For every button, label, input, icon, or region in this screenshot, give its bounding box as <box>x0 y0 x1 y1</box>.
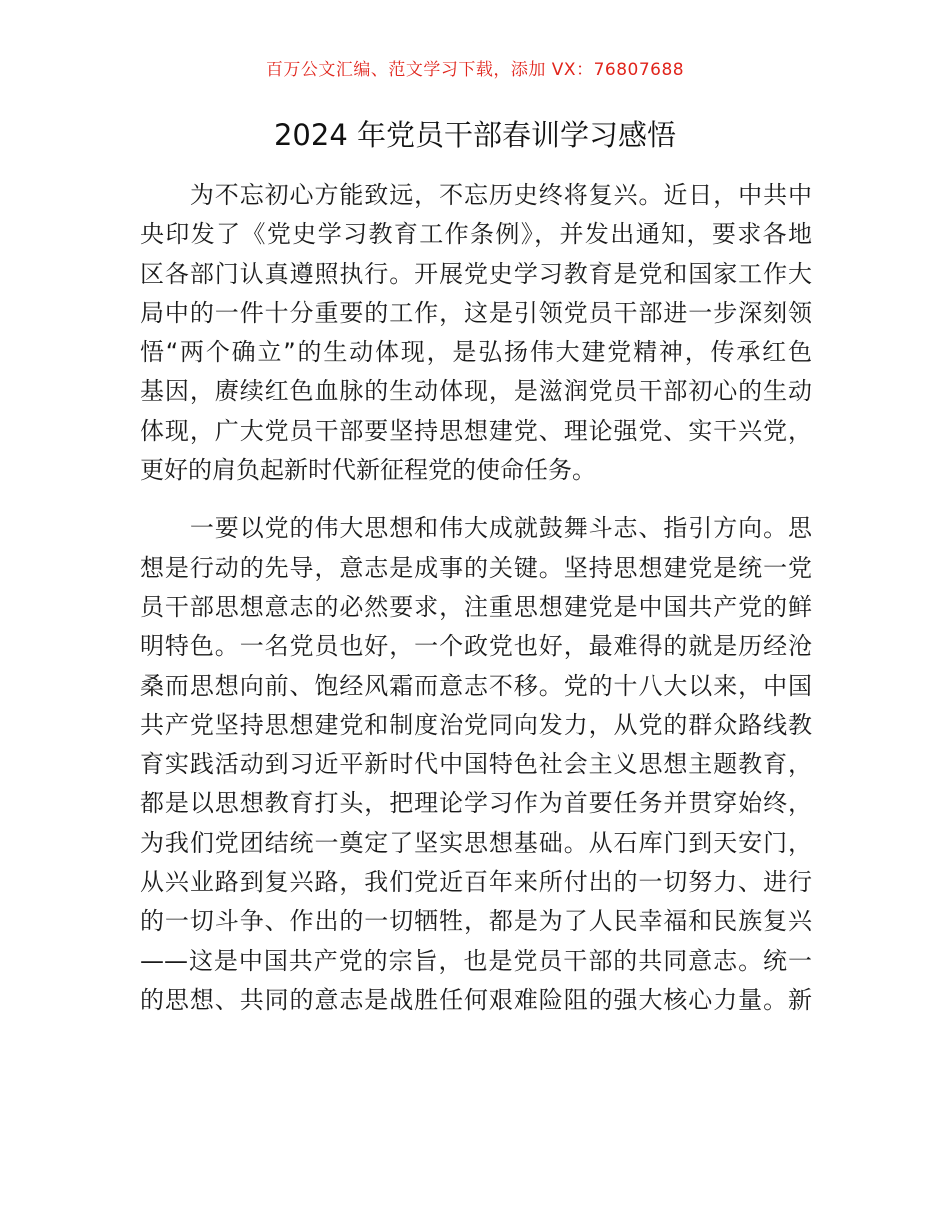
text-line: 更好的肩负起新时代新征程党的使命任务。 <box>140 456 596 485</box>
paragraph-1 <box>140 176 812 490</box>
document-body <box>140 176 812 1020</box>
paragraph-2 <box>140 509 812 1020</box>
text-line: 体现，广大党员干部要坚持思想建党、理论强党、实干兴党， <box>140 416 812 445</box>
text-line: 基因，赓续红色血脉的生动体现，是滋润党员干部初心的生动 <box>140 377 812 406</box>
text-line: 为我们党团结统一奠定了坚实思想基础。从石库门到天安门， <box>140 828 812 857</box>
text-line: 的思想、共同的意志是战胜任何艰难险阻的强大核心力量。新 <box>140 985 812 1014</box>
text-line: 都是以思想教育打头，把理论学习作为首要任务并贯穿始终， <box>140 789 812 818</box>
text-line: 想是行动的先导，意志是成事的关键。坚持思想建党是统一党 <box>140 553 812 582</box>
text-line: 员干部思想意志的必然要求，注重思想建党是中国共产党的鲜 <box>140 592 812 621</box>
text-line: ——这是中国共产党的宗旨，也是党员干部的共同意志。统一 <box>140 946 812 975</box>
text-line: 悟“两个确立”的生动体现，是弘扬伟大建党精神，传承红色 <box>140 338 812 367</box>
text-line: 央印发了《党史学习教育工作条例》，并发出通知，要求各地 <box>140 220 812 249</box>
header-note: 百万公文汇编、范文学习下载，添加 VX：76807688 <box>265 60 685 80</box>
text-line: 育实践活动到习近平新时代中国特色社会主义思想主题教育， <box>140 750 812 779</box>
document-title: 2024 年党员干部春训学习感悟 <box>273 118 677 152</box>
text-line: 一要以党的伟大思想和伟大成就鼓舞斗志、指引方向。思 <box>140 514 812 543</box>
text-line: 局中的一件十分重要的工作，这是引领党员干部进一步深刻领 <box>140 298 812 327</box>
text-line: 桑而思想向前、饱经风霜而意志不移。党的十八大以来，中国 <box>140 671 812 700</box>
text-line: 区各部门认真遵照执行。开展党史学习教育是党和国家工作大 <box>140 259 812 288</box>
text-line: 从兴业路到复兴路，我们党近百年来所付出的一切努力、进行 <box>140 868 812 897</box>
text-line: 为不忘初心方能致远，不忘历史终将复兴。近日，中共中 <box>140 181 812 209</box>
text-line: 明特色。一名党员也好，一个政党也好，最难得的就是历经沧 <box>140 632 812 661</box>
text-line: 共产党坚持思想建党和制度治党同向发力，从党的群众路线教 <box>140 710 812 739</box>
text-line: 的一切斗争、作出的一切牺牲，都是为了人民幸福和民族复兴 <box>140 907 812 936</box>
